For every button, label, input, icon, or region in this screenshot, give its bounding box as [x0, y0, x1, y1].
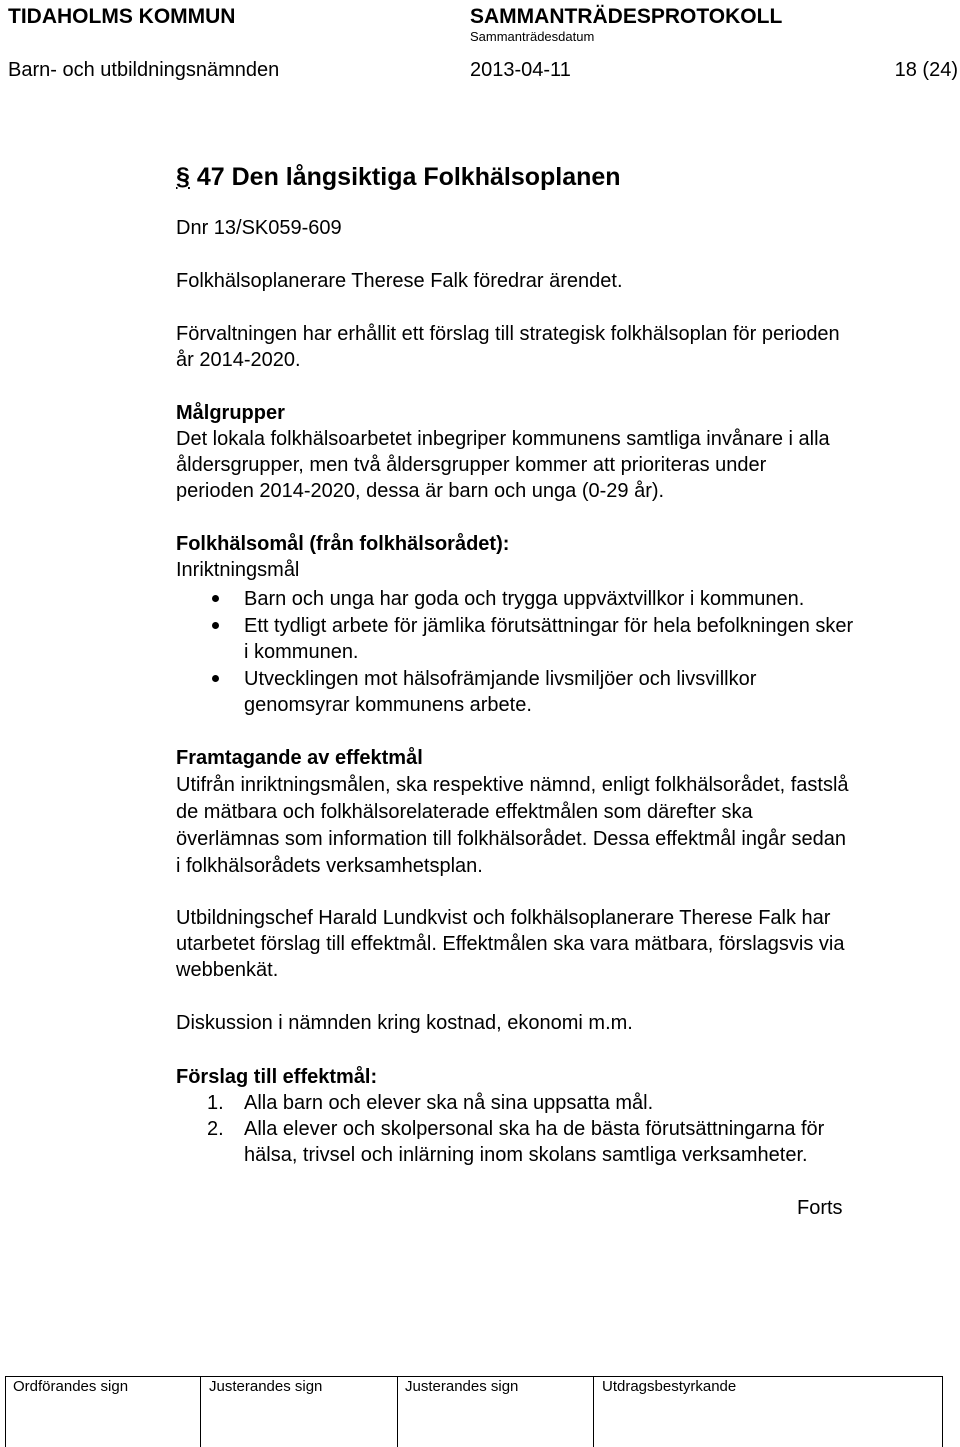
proposal-2-number: 2. [207, 1118, 224, 1140]
goal-2-line-2: i kommunen. [244, 641, 359, 663]
footer-divider [5, 1376, 6, 1447]
presenter-line: Folkhälsoplanerare Therese Falk föredrar ärendet. [176, 270, 623, 292]
bullet-icon [212, 595, 219, 602]
malgrupper-heading: Målgrupper [176, 402, 285, 424]
proposal-1-number: 1. [207, 1092, 224, 1114]
section-title [176, 163, 621, 192]
continued-note: Forts [797, 1197, 843, 1219]
section-symbol: § [176, 163, 190, 191]
utbildning-line-3: webbenkät. [176, 959, 279, 981]
utbildning-line-1: Utbildningschef Harald Lundkvist och folkhälsoplanerare Therese Falk har [176, 907, 831, 929]
footer-divider [200, 1376, 201, 1447]
goal-2-line-1: Ett tydligt arbete för jämlika förutsättningar för hela befolkningen sker [244, 615, 854, 637]
goal-3-line-1: Utvecklingen mot hälsofrämjande livsmiljöer och livsvillkor [244, 668, 757, 690]
framtagande-line-3: överlämnas som information till folkhälsorådet. Dessa effektmål ingår sedan [176, 828, 846, 850]
date-label: Sammanträdesdatum [470, 29, 595, 44]
diary-number: Dnr 13/SK059-609 [176, 217, 342, 239]
extract-certification-label: Utdragsbestyrkande [602, 1378, 737, 1395]
section-title-text: 47 Den långsiktiga Folkhälsoplanen [189, 163, 621, 191]
chair-signature-label: Ordförandes sign [13, 1378, 129, 1395]
discussion-line: Diskussion i nämnden kring kostnad, ekonomi m.m. [176, 1012, 633, 1034]
document-type: SAMMANTRÄDESPROTOKOLL [470, 5, 783, 28]
page-number: 18 (24) [894, 59, 958, 81]
folkhalsomal-heading: Folkhälsomål (från folkhälsorådet): [176, 533, 510, 555]
intro-line-1: Förvaltningen har erhållit ett förslag till strategisk folkhälsoplan för perioden [176, 323, 840, 345]
utbildning-line-2: utarbetet förslag till effektmål. Effektmålen ska vara mätbara, förslagsvis via [176, 933, 845, 955]
footer-top-rule [5, 1376, 943, 1377]
intro-line-2: år 2014-2020. [176, 349, 301, 371]
forslag-heading: Förslag till effektmål: [176, 1066, 378, 1088]
footer-divider [593, 1376, 594, 1447]
adjuster-signature-label-1: Justerandes sign [209, 1378, 323, 1395]
framtagande-line-2: de mätbara och folkhälsorelaterade effektmålen som därefter ska [176, 801, 753, 823]
bullet-icon [212, 675, 219, 682]
organization-name: TIDAHOLMS KOMMUN [8, 5, 236, 28]
meeting-date: 2013-04-11 [470, 59, 571, 81]
goal-3-line-2: genomsyrar kommunens arbete. [244, 694, 532, 716]
goal-1-line-1: Barn och unga har goda och trygga uppväxtvillkor i kommunen. [244, 588, 805, 610]
footer-divider [397, 1376, 398, 1447]
malgrupper-line-1: Det lokala folkhälsoarbetet inbegriper kommunens samtliga invånare i alla [176, 428, 830, 450]
framtagande-line-4: i folkhälsorådets verksamhetsplan. [176, 855, 483, 877]
committee-name: Barn- och utbildningsnämnden [8, 59, 280, 81]
footer-divider [942, 1376, 943, 1447]
proposal-2-line-2: hälsa, trivsel och inlärning inom skolans samtliga verksamheter. [244, 1144, 808, 1166]
inriktningsmal-subheading: Inriktningsmål [176, 559, 300, 581]
proposal-1-line-1: Alla barn och elever ska nå sina uppsatta mål. [244, 1092, 654, 1114]
framtagande-heading: Framtagande av effektmål [176, 747, 423, 769]
framtagande-line-1: Utifrån inriktningsmålen, ska respektive nämnd, enligt folkhälsorådet, fastslå [176, 774, 849, 796]
proposal-2-line-1: Alla elever och skolpersonal ska ha de bästa förutsättningarna för [244, 1118, 825, 1140]
adjuster-signature-label-2: Justerandes sign [405, 1378, 519, 1395]
malgrupper-line-3: perioden 2014-2020, dessa är barn och unga (0-29 år). [176, 480, 665, 502]
bullet-icon [212, 622, 219, 629]
malgrupper-line-2: åldersgrupper, men två åldersgrupper kommer att prioriteras under [176, 454, 767, 476]
